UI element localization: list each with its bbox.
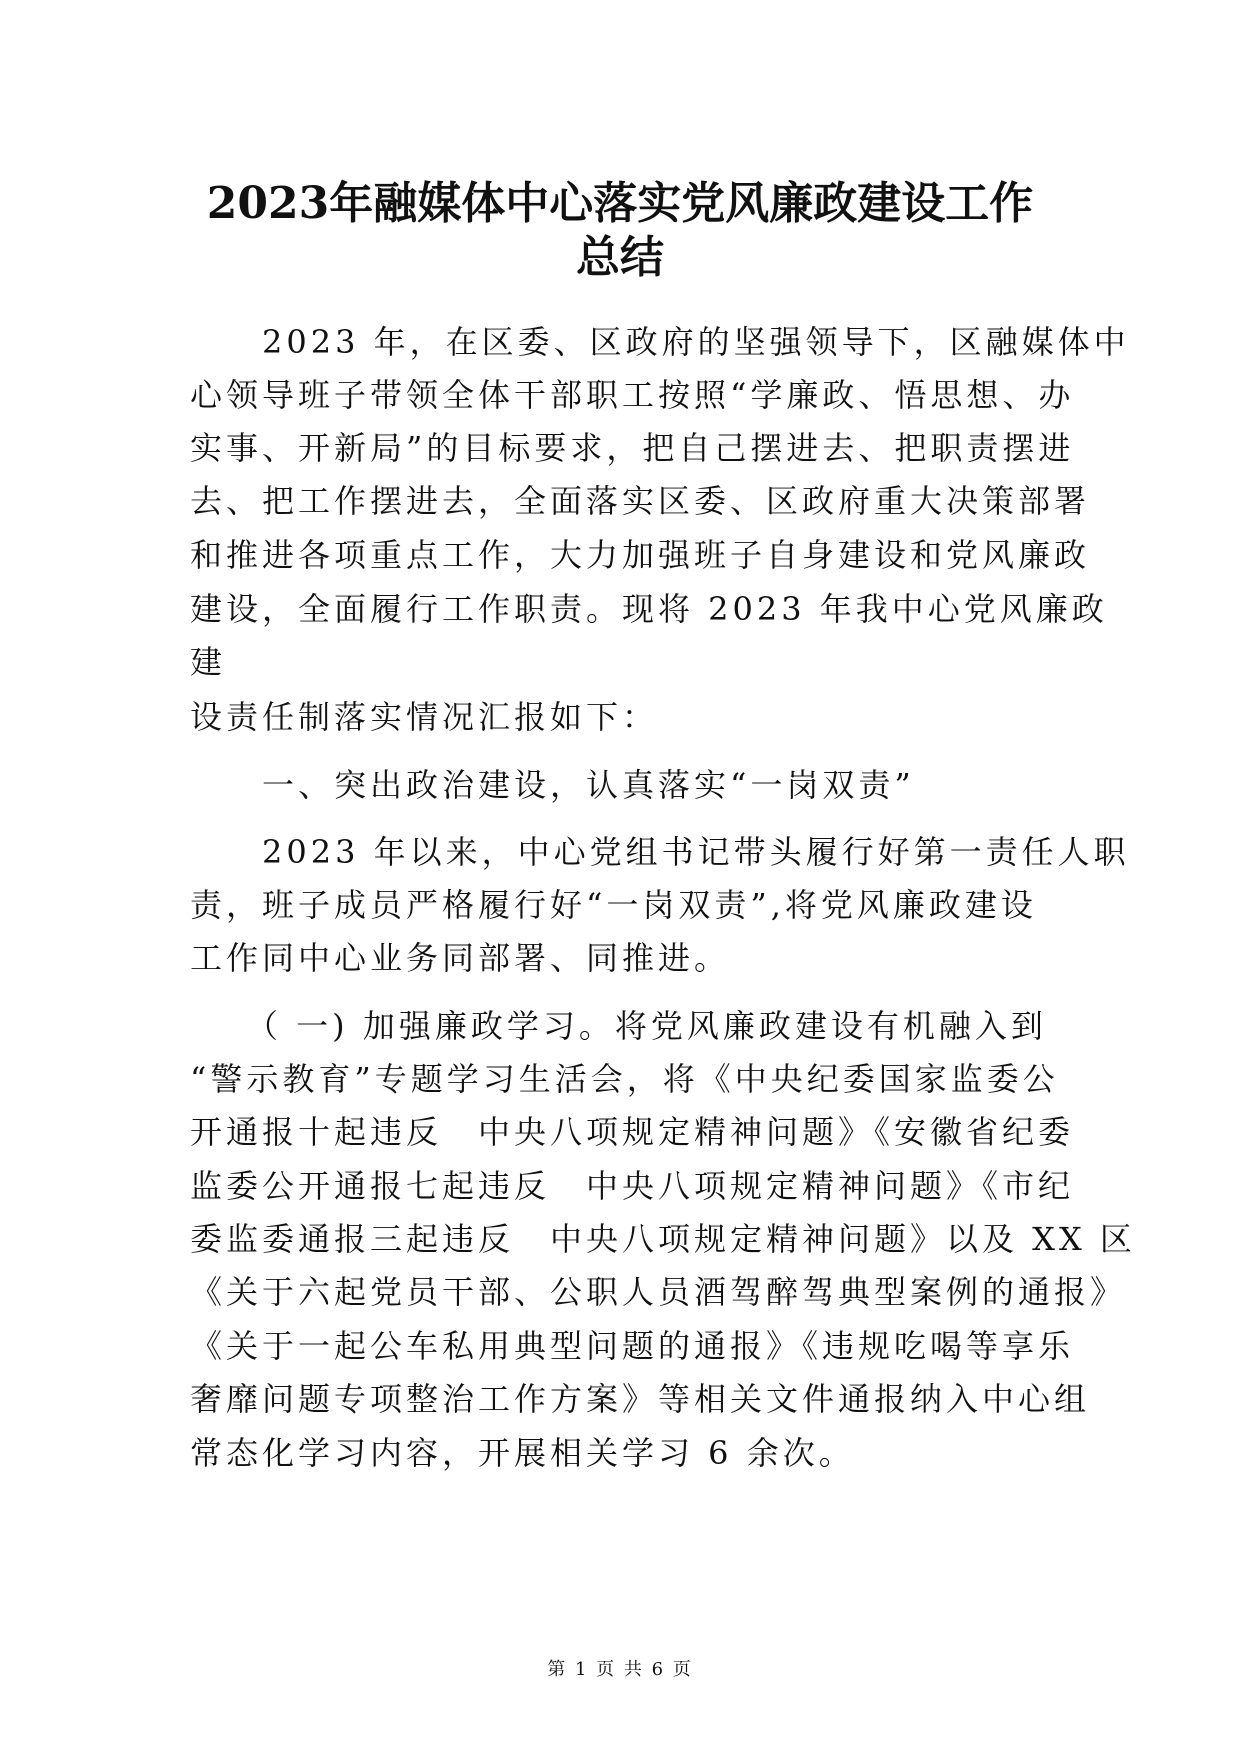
paragraph-3-line: 常态化学习内容，开展相关学习 6 余次。 bbox=[190, 1434, 855, 1472]
paragraph-3-line: （ 一) 加强廉政学习。将党风廉政建设有机融入到 bbox=[190, 1007, 1047, 1045]
paragraph-3-line: 监委公开通报七起违反 中央八项规定精神问题》《市纪 bbox=[190, 1167, 1075, 1205]
paragraph-1-line: 心领导班子带领全体干部职工按照“学廉政、悟思想、办 bbox=[190, 376, 1075, 414]
paragraph-1-line: 去、把工作摆进去，全面落实区委、区政府重大决策部署 bbox=[190, 482, 1091, 520]
paragraph-3-line: 奢靡问题专项整治工作方案》等相关文件通报纳入中心组 bbox=[190, 1380, 1091, 1418]
paragraph-3-line: 委监委通报三起违反 中央八项规定精神问题》以及 XX 区 bbox=[190, 1220, 1136, 1258]
paragraph-1-line: 2023 年，在区委、区政府的坚强领导下，区融媒体中 bbox=[190, 323, 1130, 361]
document-title-line-1: 2023年融媒体中心落实党风廉政建设工作 bbox=[206, 178, 1034, 229]
paragraph-1-line: 建设，全面履行工作职责。现将 2023 年我中心党风廉政 bbox=[190, 590, 1108, 628]
paragraph-3-line: 《关于六起党员干部、公职人员酒驾醉驾典型案例的通报》 bbox=[190, 1273, 1127, 1311]
paragraph-1-line: 实事、开新局”的目标要求，把自己摆进去、把职责摆进 bbox=[190, 429, 1075, 467]
paragraph-2-line: 2023 年以来，中心党组书记带头履行好第一责任人职 bbox=[190, 833, 1130, 871]
page-number-footer: 第 1 页 共 6 页 bbox=[547, 1659, 693, 1680]
section-heading: 一、突出政治建设，认真落实“一岗双责” bbox=[190, 766, 915, 804]
paragraph-2-line: 责，班子成员严格履行好“一岗双责”,将党风廉政建设 bbox=[190, 886, 1037, 924]
paragraph-3-line: 开通报十起违反 中央八项规定精神问题》《安徽省纪委 bbox=[190, 1113, 1075, 1151]
paragraph-2-line: 工作同中心业务同部署、同推进。 bbox=[190, 939, 731, 977]
paragraph-3-line: “警示教育”专题学习生活会，将《中央纪委国家监委公 bbox=[190, 1060, 1059, 1098]
paragraph-1-line: 设责任制落实情况汇报如下： bbox=[190, 698, 659, 736]
paragraph-1-line: 建 bbox=[190, 643, 227, 681]
paragraph-1-line: 和推进各项重点工作，大力加强班子自身建设和党风廉政 bbox=[190, 536, 1091, 574]
paragraph-3-line: 《关于一起公车私用典型问题的通报》《违规吃喝等享乐 bbox=[190, 1327, 1075, 1365]
document-title-line-2: 总结 bbox=[576, 232, 664, 283]
